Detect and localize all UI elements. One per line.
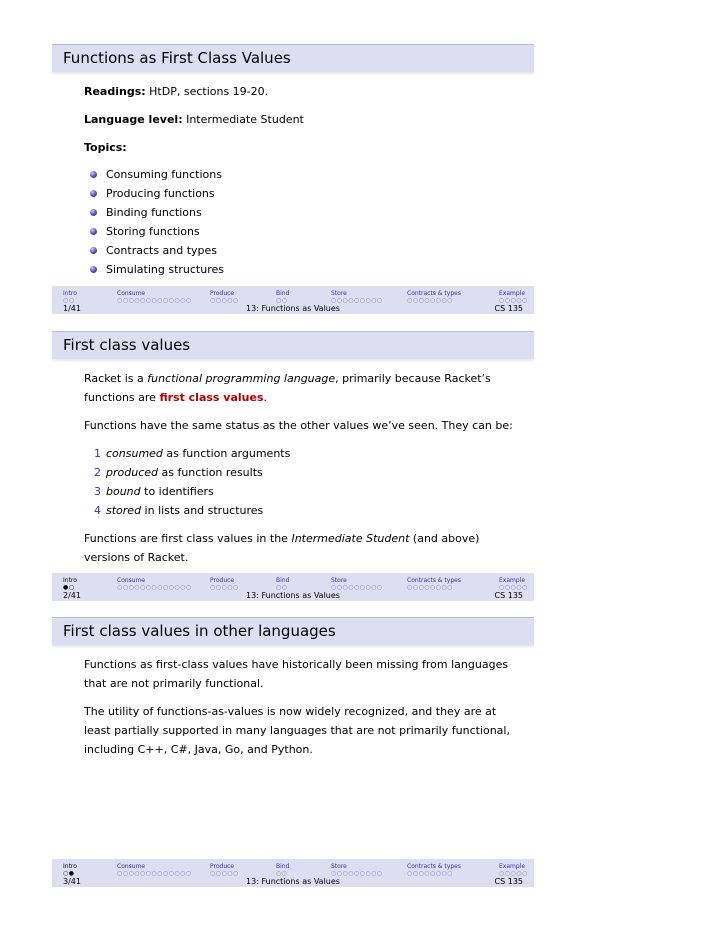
bullet-ball-icon xyxy=(90,209,97,216)
list-item: 4 stored in lists and structures xyxy=(84,501,514,520)
list-item: 2 produced as function results xyxy=(84,463,514,482)
item-number: 2 xyxy=(94,466,101,479)
topic-text: Binding functions xyxy=(106,206,202,219)
nav-section-consume[interactable]: Consume ○○○○○○○○○○○○○ xyxy=(117,577,192,591)
topic-text: Storing functions xyxy=(106,225,200,238)
nav-section-store[interactable]: Store ○○○○○○○○○ xyxy=(331,577,383,591)
nav-section-produce[interactable]: Produce ○○○○○ xyxy=(210,863,239,877)
slide-1 xyxy=(52,44,534,317)
topic-text: Simulating structures xyxy=(106,263,224,276)
nav-section-contracts[interactable]: Contracts & types ○○○○○○○○ xyxy=(407,863,461,877)
nav-section-store[interactable]: Store ○○○○○○○○○ xyxy=(331,290,383,304)
page-number: 1/41 xyxy=(63,304,81,313)
paragraph: Functions have the same status as the other values we’ve seen. They can be: xyxy=(84,419,513,432)
footer-title: 13: Functions as Values xyxy=(246,591,340,600)
topics-heading xyxy=(84,138,514,157)
language-level-value: Intermediate Student xyxy=(186,113,304,126)
list-item xyxy=(84,241,514,260)
slide-title: First class values xyxy=(63,336,191,354)
course-code: CS 135 xyxy=(494,877,523,886)
course-code: CS 135 xyxy=(494,304,523,313)
nav-section-intro[interactable]: Intro ○○ xyxy=(63,290,77,304)
list-item xyxy=(84,222,514,241)
nav-section-intro[interactable]: Intro ○● xyxy=(63,863,77,877)
ways-list xyxy=(84,444,514,520)
alert-text: first class values xyxy=(159,391,264,404)
list-item xyxy=(84,165,514,184)
list-item: 3 bound to identifiers xyxy=(84,482,514,501)
list-item xyxy=(84,260,514,279)
topic-text: Consuming functions xyxy=(106,168,222,181)
nav-section-store[interactable]: Store ○○○○○○○○○ xyxy=(331,863,383,877)
item-number: 3 xyxy=(94,485,101,498)
list-item xyxy=(84,203,514,222)
language-level-line xyxy=(84,110,514,129)
readings-line xyxy=(84,82,514,101)
paragraph: The utility of functions-as-values is now widely recognized, and they are at least partially supported in many languages that are not primarily functional, including C++, C#, Java, Go, and Python. xyxy=(84,705,510,756)
slide-title: Functions as First Class Values xyxy=(63,49,291,67)
emphasis: functional programming language xyxy=(147,372,336,385)
course-code: CS 135 xyxy=(494,591,523,600)
language-level-label: Language level: xyxy=(84,113,183,126)
slide-body xyxy=(84,82,514,279)
topic-text: Producing functions xyxy=(106,187,215,200)
list-item: 1 consumed as function arguments xyxy=(84,444,514,463)
bullet-ball-icon xyxy=(90,190,97,197)
slide-footer xyxy=(52,573,534,601)
topics-label: Topics: xyxy=(84,141,127,154)
readings-value: HtDP, sections 19-20. xyxy=(149,85,269,98)
readings-label: Readings: xyxy=(84,85,146,98)
item-number: 4 xyxy=(94,504,101,517)
nav-section-example[interactable]: Example ○○○○○ xyxy=(499,290,528,304)
nav-section-produce[interactable]: Produce ○○○○○ xyxy=(210,577,239,591)
paragraph: Functions as first-class values have historically been missing from languages that are not primarily functional. xyxy=(84,658,509,690)
emphasis: Intermediate Student xyxy=(291,532,410,545)
nav-section-contracts[interactable]: Contracts & types ○○○○○○○○ xyxy=(407,290,461,304)
nav-section-example[interactable]: Example ○○○○○ xyxy=(499,577,528,591)
paragraph: Functions are first class values in the Intermediate Student (and above) versions of Racket. xyxy=(84,532,480,564)
nav-section-contracts[interactable]: Contracts & types ○○○○○○○○ xyxy=(407,577,461,591)
slide-body xyxy=(84,655,514,768)
topics-list xyxy=(84,165,514,279)
topic-text: Contracts and types xyxy=(106,244,218,257)
slide-2 xyxy=(52,331,534,604)
slide-title-bar xyxy=(52,44,534,72)
item-number: 1 xyxy=(94,447,101,460)
bullet-ball-icon xyxy=(90,171,97,178)
slide-title: First class values in other languages xyxy=(63,622,336,640)
list-item xyxy=(84,184,514,203)
nav-section-consume[interactable]: Consume ○○○○○○○○○○○○○ xyxy=(117,863,192,877)
nav-section-bind[interactable]: Bind ○○ xyxy=(276,577,290,591)
slide-title-bar xyxy=(52,617,534,645)
slide-body xyxy=(84,369,514,576)
page-number: 2/41 xyxy=(63,591,81,600)
nav-section-bind[interactable]: Bind ○○ xyxy=(276,290,290,304)
nav-section-consume[interactable]: Consume ○○○○○○○○○○○○○ xyxy=(117,290,192,304)
nav-section-example[interactable]: Example ○○○○○ xyxy=(499,863,528,877)
paragraph: Racket is a functional programming language, primarily because Racket’s functions are first class values. xyxy=(84,372,491,404)
nav-section-intro[interactable]: Intro ●○ xyxy=(63,577,77,591)
bullet-ball-icon xyxy=(90,228,97,235)
slide-footer xyxy=(52,286,534,314)
bullet-ball-icon xyxy=(90,266,97,273)
nav-section-produce[interactable]: Produce ○○○○○ xyxy=(210,290,239,304)
slide-title-bar xyxy=(52,331,534,359)
slide-footer xyxy=(52,859,534,887)
footer-title: 13: Functions as Values xyxy=(246,877,340,886)
footer-title: 13: Functions as Values xyxy=(246,304,340,313)
page-number: 3/41 xyxy=(63,877,81,886)
bullet-ball-icon xyxy=(90,247,97,254)
nav-section-bind[interactable]: Bind ○○ xyxy=(276,863,290,877)
slide-3 xyxy=(52,617,534,890)
